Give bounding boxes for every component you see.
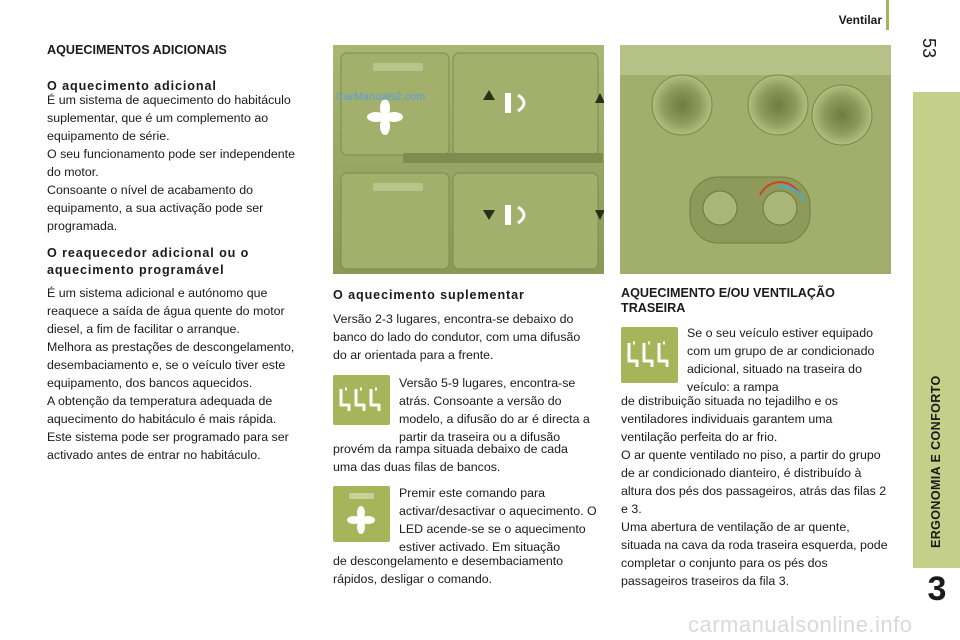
- paragraph-wheel-arch-vent: Uma abertura de ventilação de ar quente, situada na cava da roda traseira esquerda, pode completar o conjunto para os pés dos passageiros traseiros da fila 3.: [621, 520, 888, 588]
- heading-rear-ventilation: AQUECIMENTO E/OU VENTILAÇÃO TRASEIRA: [621, 286, 835, 315]
- three-seats-icon: [333, 375, 390, 425]
- subheading-programmable: O reaquecedor adicional ou o aquecimento programável: [47, 246, 250, 277]
- photo-rear-ventilation: [620, 45, 891, 274]
- fan-button-icon: [333, 486, 390, 542]
- paragraph-version-2-3: Versão 2-3 lugares, encontra-se debaixo do banco do lado do condutor, com uma difusão do ar orientada para a frente.: [333, 312, 581, 362]
- subheading-supplementary: O aquecimento suplementar: [333, 288, 525, 302]
- paragraph-finish-level: Consoante o nível de acabamento do equipamento, a sua activação pode ser programada.: [47, 183, 264, 233]
- watermark-carmanuals[interactable]: CarManuals2.com: [336, 91, 426, 103]
- page-number: 53: [919, 38, 939, 59]
- section-title: Ventilar: [838, 13, 882, 27]
- heading-additional-heating: AQUECIMENTOS ADICIONAIS: [47, 43, 227, 57]
- chapter-title: ERGONOMIA E CONFORTO: [929, 375, 943, 548]
- fan-icon: [347, 506, 375, 534]
- rear-seats-icon: [621, 327, 678, 383]
- paragraph-press-command: Premir este comando para activar/desactivar o aquecimento. O LED acende-se se o aquecimento estiver activado. Em situação: [399, 486, 597, 554]
- paragraph-rear-aircon-cont: de distribuição situada no tejadilho e os ventiladores individuais garantem uma ventilação perfeita do ar frio.: [621, 394, 838, 444]
- paragraph-autonomous: É um sistema adicional e autónomo que reaquece a saída de água quente do motor diesel, a fim de facilitar o arranque.: [47, 286, 285, 336]
- paragraph-temperature: A obtenção da temperatura adequada de aquecimento do habitáculo é mais rápida.: [47, 394, 277, 426]
- chapter-number: 3: [927, 570, 947, 608]
- header-rule-vertical: [886, 0, 889, 30]
- paragraph-independent: O seu funcionamento pode ser independente do motor.: [47, 147, 295, 179]
- photo-heater-control-panel: [333, 45, 604, 274]
- paragraph-defrost-performance: Melhora as prestações de descongelamento, desembaciamento e, se o veículo tiver este equipamento, dos bancos aquecidos.: [47, 340, 295, 390]
- paragraph-press-command-cont: de descongelamento e desembaciamento rápidos, desligar o comando.: [333, 554, 564, 586]
- watermark-carmanualsonline[interactable]: carmanualsonline.info: [688, 612, 913, 637]
- paragraph-version-5-9-cont: provém da rampa situada debaixo de cada uma das duas filas de bancos.: [333, 442, 568, 474]
- rear-vents-illustration: [620, 45, 891, 274]
- control-panel-illustration: [333, 45, 604, 274]
- paragraph-warm-air-floor: O ar quente ventilado no piso, a partir do grupo de ar condicionado dianteiro, é distribuído à altura dos pés dos passageiros, atrás das filas 2 e 3.: [621, 448, 887, 516]
- paragraph-programming: Este sistema pode ser programado para ser activado antes de entrar no habitáculo.: [47, 430, 289, 462]
- paragraph-version-5-9: Versão 5-9 lugares, encontra-se atrás. Consoante a versão do modelo, a difusão do ar é directa a partir da traseira ou a difusão: [399, 376, 590, 444]
- subheading-additional-heater: O aquecimento adicional: [47, 79, 217, 93]
- paragraph-rear-aircon: Se o seu veículo estiver equipado com um grupo de ar condicionado adicional, situado na traseira do veículo: a rampa: [687, 326, 875, 394]
- paragraph-heater-desc: É um sistema de aquecimento do habitáculo suplementar, que é um complemento ao equipamento de série.: [47, 93, 291, 143]
